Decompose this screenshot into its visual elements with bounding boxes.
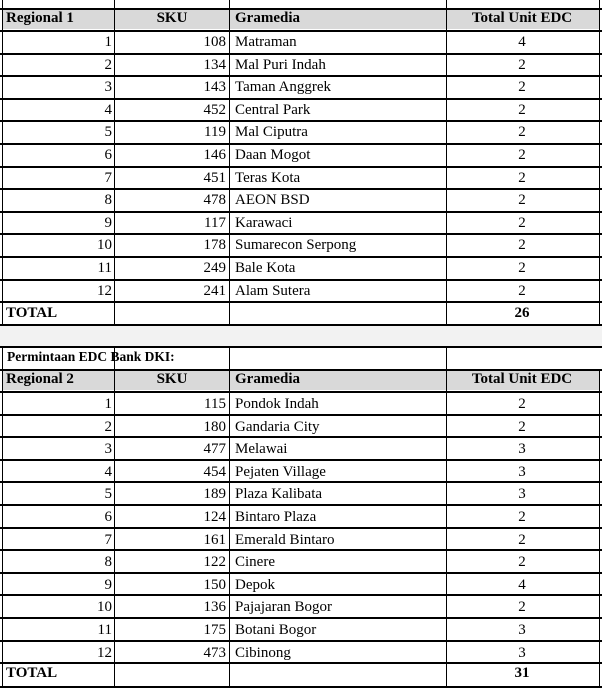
header-regional: Regional 2 <box>6 371 74 387</box>
unit-count-cell[interactable]: 2 <box>518 531 526 548</box>
total-label: TOTAL <box>6 665 58 681</box>
column-border <box>599 0 600 324</box>
header-total-unit: Total Unit EDC <box>471 371 573 387</box>
row-number[interactable]: 7 <box>104 531 112 548</box>
sku-cell[interactable]: 452 <box>203 101 226 118</box>
unit-count-cell[interactable]: 3 <box>518 486 526 503</box>
sku-cell[interactable]: 117 <box>204 214 226 231</box>
store-name-cell[interactable]: Emerald Bintaro <box>235 531 335 548</box>
unit-count-cell[interactable]: 3 <box>518 644 526 661</box>
unit-count-cell[interactable]: 2 <box>518 396 526 412</box>
unit-count-cell[interactable]: 2 <box>518 124 526 141</box>
unit-count-cell[interactable]: 3 <box>518 622 526 638</box>
row-border <box>0 527 602 529</box>
sku-cell[interactable]: 478 <box>203 192 226 209</box>
unit-count-cell[interactable]: 4 <box>518 34 526 50</box>
row-border <box>0 481 602 483</box>
column-border <box>229 0 230 324</box>
sku-cell[interactable]: 134 <box>203 56 226 73</box>
column-border <box>229 369 230 686</box>
row-border <box>0 211 602 213</box>
sku-cell[interactable]: 115 <box>204 396 226 412</box>
store-name-cell[interactable]: Depok <box>235 576 275 593</box>
row-border <box>0 414 602 416</box>
row-border <box>0 662 602 664</box>
sku-cell[interactable]: 241 <box>203 282 226 299</box>
store-name-cell[interactable]: Karawaci <box>235 214 293 231</box>
unit-count-cell[interactable]: 2 <box>518 282 526 299</box>
column-border <box>446 0 447 324</box>
row-number[interactable]: 8 <box>104 192 112 209</box>
sku-cell[interactable]: 175 <box>203 622 226 638</box>
header-regional: Regional 1 <box>6 10 74 26</box>
store-name-cell[interactable]: Alam Sutera <box>235 282 311 299</box>
unit-count-cell[interactable]: 3 <box>518 463 526 480</box>
row-number[interactable]: 7 <box>104 169 112 186</box>
sku-cell[interactable]: 180 <box>203 418 226 435</box>
store-name-cell[interactable]: Matraman <box>235 34 297 50</box>
row-number[interactable]: 4 <box>104 101 112 118</box>
store-name-cell[interactable]: Teras Kota <box>235 169 301 186</box>
unit-count-cell[interactable]: 4 <box>518 576 526 593</box>
row-number[interactable]: 11 <box>97 622 112 638</box>
sku-cell[interactable]: 119 <box>204 124 226 141</box>
row-border <box>0 391 602 393</box>
unit-count-cell[interactable]: 2 <box>518 56 526 73</box>
store-name-cell[interactable]: Central Park <box>235 101 311 118</box>
sku-cell[interactable]: 249 <box>203 260 226 276</box>
store-name-cell[interactable]: Gandaria City <box>235 418 320 435</box>
total-value: 26 <box>514 305 530 321</box>
store-name-cell[interactable]: Melawai <box>235 441 288 458</box>
row-number[interactable]: 12 <box>97 282 112 299</box>
row-border <box>0 301 602 303</box>
row-border <box>0 143 602 145</box>
store-name-cell[interactable]: Taman Anggrek <box>235 79 332 96</box>
store-name-cell[interactable]: Bale Kota <box>235 260 296 276</box>
store-name-cell[interactable]: Cibinong <box>235 644 291 661</box>
sku-cell[interactable]: 136 <box>203 599 226 616</box>
row-border <box>0 120 602 122</box>
row-number[interactable]: 4 <box>104 463 112 480</box>
unit-count-cell[interactable]: 2 <box>518 101 526 118</box>
row-number[interactable]: 6 <box>104 147 112 163</box>
sku-cell[interactable]: 473 <box>203 644 226 661</box>
sku-cell[interactable]: 124 <box>203 509 226 525</box>
header-sku: SKU <box>156 371 188 387</box>
column-border <box>599 369 600 686</box>
sku-cell[interactable]: 189 <box>203 486 226 503</box>
store-name-cell[interactable]: Pejaten Village <box>235 463 326 480</box>
store-name-cell[interactable]: Daan Mogot <box>235 147 311 163</box>
sku-cell[interactable]: 477 <box>203 441 226 458</box>
store-name-cell[interactable]: Bintaro Plaza <box>235 509 317 525</box>
row-border <box>0 504 602 506</box>
request-note: Permintaan EDC Bank DKI: <box>7 349 175 364</box>
unit-count-cell[interactable]: 2 <box>518 147 526 163</box>
column-border <box>114 0 115 324</box>
unit-count-cell[interactable]: 2 <box>518 554 526 571</box>
header-total-unit: Total Unit EDC <box>471 10 573 26</box>
row-number[interactable]: 2 <box>104 418 112 435</box>
row-number[interactable]: 10 <box>97 237 112 254</box>
row-number[interactable]: 8 <box>104 554 112 571</box>
row-border <box>0 459 602 461</box>
row-number[interactable]: 11 <box>97 260 112 276</box>
store-name-cell[interactable]: Cinere <box>235 554 275 571</box>
row-border <box>0 617 602 619</box>
column-border <box>2 369 3 686</box>
row-number[interactable]: 12 <box>97 644 112 661</box>
row-border <box>0 98 602 100</box>
store-name-cell[interactable]: Mal Puri Indah <box>235 56 326 73</box>
unit-count-cell[interactable]: 2 <box>518 237 526 254</box>
row-number[interactable]: 9 <box>104 576 112 593</box>
total-label: TOTAL <box>6 305 58 321</box>
row-border <box>0 572 602 574</box>
column-border <box>114 369 115 686</box>
sku-cell[interactable]: 454 <box>203 463 226 480</box>
row-border <box>0 166 602 168</box>
column-border <box>446 346 447 370</box>
sku-cell[interactable]: 146 <box>203 147 226 163</box>
row-border <box>0 594 602 596</box>
header-gramedia: Gramedia <box>235 10 300 26</box>
row-number[interactable]: 5 <box>104 124 112 141</box>
row-number[interactable]: 1 <box>104 34 112 50</box>
row-border <box>0 549 602 551</box>
row-border <box>0 369 602 371</box>
row-number[interactable]: 5 <box>104 486 112 503</box>
row-border <box>0 53 602 55</box>
row-border <box>0 640 602 642</box>
sku-cell[interactable]: 161 <box>203 531 226 548</box>
sku-cell[interactable]: 122 <box>203 554 226 571</box>
store-name-cell[interactable]: Plaza Kalibata <box>235 486 323 503</box>
sku-cell[interactable]: 108 <box>203 34 226 50</box>
unit-count-cell[interactable]: 2 <box>518 79 526 96</box>
column-border <box>446 369 447 686</box>
row-border <box>0 686 602 688</box>
unit-count-cell[interactable]: 2 <box>518 192 526 209</box>
row-number[interactable]: 9 <box>104 214 112 231</box>
sku-cell[interactable]: 143 <box>203 79 226 96</box>
row-border <box>0 436 602 438</box>
unit-count-cell[interactable]: 2 <box>518 599 526 616</box>
sku-cell[interactable]: 178 <box>203 237 226 254</box>
row-border <box>0 256 602 258</box>
header-gramedia: Gramedia <box>235 371 300 387</box>
row-border <box>0 75 602 77</box>
store-name-cell[interactable]: Mal Ciputra <box>235 124 308 141</box>
total-value: 31 <box>514 665 530 681</box>
unit-count-cell[interactable]: 3 <box>518 441 526 458</box>
row-border <box>0 233 602 235</box>
row-border <box>0 279 602 281</box>
row-number[interactable]: 10 <box>97 599 112 616</box>
unit-count-cell[interactable]: 2 <box>518 260 526 276</box>
row-border <box>0 188 602 190</box>
unit-count-cell[interactable]: 2 <box>518 169 526 186</box>
row-border <box>0 30 602 32</box>
store-name-cell[interactable]: Pondok Indah <box>235 396 319 412</box>
column-border <box>2 346 3 370</box>
store-name-cell[interactable]: Botani Bogor <box>235 622 317 638</box>
table-gap <box>0 326 602 346</box>
unit-count-cell[interactable]: 2 <box>518 418 526 435</box>
row-number[interactable]: 3 <box>104 441 112 458</box>
row-number[interactable]: 3 <box>104 79 112 96</box>
store-name-cell[interactable]: AEON BSD <box>235 192 310 209</box>
row-number[interactable]: 6 <box>104 509 112 525</box>
unit-count-cell[interactable]: 2 <box>518 214 526 231</box>
sku-cell[interactable]: 451 <box>203 169 226 186</box>
row-border <box>0 8 602 10</box>
sku-cell[interactable]: 150 <box>203 576 226 593</box>
row-number[interactable]: 1 <box>104 396 112 412</box>
row-number[interactable]: 2 <box>104 56 112 73</box>
store-name-cell[interactable]: Sumarecon Serpong <box>235 237 357 254</box>
unit-count-cell[interactable]: 2 <box>518 509 526 525</box>
column-border <box>2 0 3 324</box>
header-sku: SKU <box>156 10 188 26</box>
store-name-cell[interactable]: Pajajaran Bogor <box>235 599 333 616</box>
